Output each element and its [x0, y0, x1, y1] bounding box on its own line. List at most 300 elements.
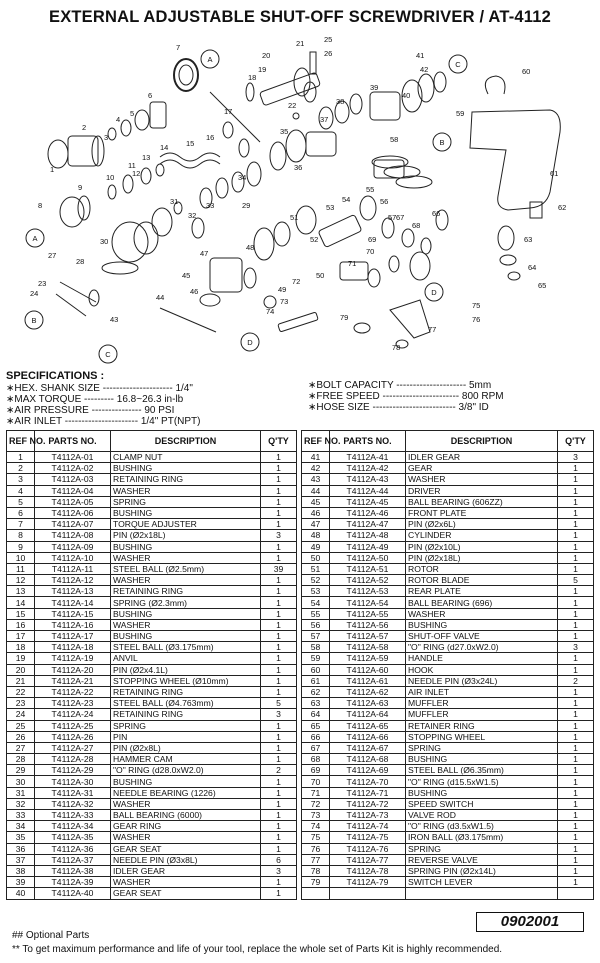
- cell-part: T4112A-48: [330, 530, 406, 541]
- cell-qty: 2: [261, 765, 297, 776]
- cell-qty: 1: [261, 463, 297, 474]
- spec-hex-shank: ∗HEX. SHANK SIZE --------------------- 1/4": [6, 383, 193, 394]
- cell-ref: [302, 888, 330, 899]
- cell-desc: SPRING: [111, 496, 261, 507]
- part-number-label: 9: [78, 183, 83, 192]
- cell-desc: BUSHING: [406, 619, 558, 630]
- header-desc: DESCRIPTION: [111, 431, 261, 452]
- part-number-label: 26: [324, 49, 333, 58]
- table-row: [7, 530, 297, 541]
- part-number-label: 23: [38, 279, 47, 288]
- cell-part: T4112A-67: [330, 742, 406, 753]
- cell-qty: 1: [558, 563, 594, 574]
- cell-desc: ROTOR BLADE: [406, 575, 558, 586]
- table-row: [7, 731, 297, 742]
- cell-desc: BALL BEARING (696): [406, 597, 558, 608]
- cell-ref: 34: [7, 821, 35, 832]
- callout-c-2: C: [105, 350, 111, 359]
- cell-part: T4112A-52: [330, 575, 406, 586]
- cell-ref: 49: [302, 541, 330, 552]
- cell-part: T4112A-34: [35, 821, 111, 832]
- cell-qty: 5: [558, 575, 594, 586]
- part-number-label: 74: [266, 307, 275, 316]
- cell-qty: 1: [261, 843, 297, 854]
- cell-part: T4112A-19: [35, 653, 111, 664]
- cell-qty: 1: [558, 463, 594, 474]
- cell-qty: 1: [558, 507, 594, 518]
- cell-qty: 1: [261, 597, 297, 608]
- cell-desc: GEAR RING: [111, 821, 261, 832]
- cell-qty: 1: [261, 686, 297, 697]
- cell-desc: RETAINING RING: [111, 474, 261, 485]
- table-row: [302, 463, 594, 474]
- spec-air-pressure: ∗AIR PRESSURE --------------- 90 PSI: [6, 405, 175, 416]
- cell-part: T4112A-20: [35, 664, 111, 675]
- cell-part: T4112A-66: [330, 731, 406, 742]
- part-number-label: 63: [524, 235, 533, 244]
- cell-qty: 1: [558, 619, 594, 630]
- cell-qty: 3: [558, 452, 594, 463]
- part-number-label: 41: [416, 51, 425, 60]
- cell-desc: RETAINER RING: [406, 720, 558, 731]
- table-row: [302, 552, 594, 563]
- part-number-label: 44: [156, 293, 165, 302]
- table-row: [302, 541, 594, 552]
- cell-qty: 1: [261, 754, 297, 765]
- cell-part: T4112A-37: [35, 854, 111, 865]
- cell-part: T4112A-65: [330, 720, 406, 731]
- cell-desc: HOOK: [406, 664, 558, 675]
- cell-qty: 1: [261, 586, 297, 597]
- table-row: [302, 854, 594, 865]
- cell-ref: 79: [302, 877, 330, 888]
- table-row: [302, 798, 594, 809]
- part-number-label: 14: [160, 143, 169, 152]
- table-row: [302, 586, 594, 597]
- cell-ref: 12: [7, 575, 35, 586]
- table-row: [302, 631, 594, 642]
- cell-part: T4112A-47: [330, 519, 406, 530]
- table-row: [7, 765, 297, 776]
- cell-qty: 1: [261, 776, 297, 787]
- part-number-label: 32: [188, 211, 197, 220]
- cell-ref: 7: [7, 519, 35, 530]
- cell-ref: 10: [7, 552, 35, 563]
- cell-ref: 60: [302, 664, 330, 675]
- cell-desc: BUSHING: [111, 463, 261, 474]
- header-qty: Q'TY: [261, 431, 297, 452]
- cell-part: T4112A-40: [35, 888, 111, 899]
- cell-qty: 1: [558, 742, 594, 753]
- table-row: [302, 675, 594, 686]
- cell-qty: 1: [261, 642, 297, 653]
- cell-part: T4112A-78: [330, 865, 406, 876]
- cell-part: T4112A-21: [35, 675, 111, 686]
- table-row: [302, 496, 594, 507]
- table-row: [7, 709, 297, 720]
- cell-part: [330, 888, 406, 899]
- cell-ref: 64: [302, 709, 330, 720]
- table-row: [302, 575, 594, 586]
- table-row: [7, 776, 297, 787]
- cell-part: T4112A-46: [330, 507, 406, 518]
- cell-part: T4112A-16: [35, 619, 111, 630]
- cell-desc: PIN (Ø2x4.1L): [111, 664, 261, 675]
- header-qty: Q'TY: [558, 431, 594, 452]
- part-number-label: 77: [428, 325, 437, 334]
- header-ref: REF NO.: [302, 431, 330, 452]
- cell-ref: 67: [302, 742, 330, 753]
- cell-qty: 1: [558, 843, 594, 854]
- cell-ref: 24: [7, 709, 35, 720]
- cell-part: T4112A-50: [330, 552, 406, 563]
- part-number-label: 47: [200, 249, 209, 258]
- cell-part: T4112A-23: [35, 698, 111, 709]
- cell-ref: 15: [7, 608, 35, 619]
- cell-ref: 41: [302, 452, 330, 463]
- cell-part: T4112A-54: [330, 597, 406, 608]
- cell-ref: 55: [302, 608, 330, 619]
- cell-part: T4112A-76: [330, 843, 406, 854]
- part-number-label: 33: [206, 201, 215, 210]
- cell-part: T4112A-51: [330, 563, 406, 574]
- part-number-label: 37: [320, 115, 329, 124]
- part-number-label: 58: [390, 135, 399, 144]
- cell-qty: 1: [261, 742, 297, 753]
- cell-qty: 1: [261, 608, 297, 619]
- cell-part: T4112A-72: [330, 798, 406, 809]
- cell-ref: 50: [302, 552, 330, 563]
- cell-ref: 20: [7, 664, 35, 675]
- cell-desc: STEEL BALL (Ø3.175mm): [111, 642, 261, 653]
- cell-qty: 1: [261, 519, 297, 530]
- cell-ref: 22: [7, 686, 35, 697]
- part-number-label: 61: [550, 169, 559, 178]
- cell-desc: STOPPING WHEEL: [406, 731, 558, 742]
- cell-ref: 18: [7, 642, 35, 653]
- cell-part: T4112A-57: [330, 631, 406, 642]
- cell-desc: HAMMER CAM: [111, 754, 261, 765]
- table-row: [7, 619, 297, 630]
- cell-desc: REVERSE VALVE: [406, 854, 558, 865]
- parts-table-right: [301, 430, 594, 900]
- cell-ref: 65: [302, 720, 330, 731]
- callout-a-2: A: [32, 234, 38, 243]
- cell-ref: 26: [7, 731, 35, 742]
- table-row: [302, 765, 594, 776]
- part-number-label: 64: [528, 263, 537, 272]
- table-row: [7, 541, 297, 552]
- cell-ref: 62: [302, 686, 330, 697]
- cell-desc: VALVE ROD: [406, 810, 558, 821]
- table-row: [302, 742, 594, 753]
- cell-qty: 1: [558, 608, 594, 619]
- part-number-label: 57: [388, 213, 397, 222]
- cell-ref: 70: [302, 776, 330, 787]
- cell-desc: PIN (Ø2x10L): [406, 541, 558, 552]
- cell-ref: 23: [7, 698, 35, 709]
- table-row: [7, 608, 297, 619]
- cell-desc: HANDLE: [406, 653, 558, 664]
- cell-ref: 57: [302, 631, 330, 642]
- cell-ref: 9: [7, 541, 35, 552]
- cell-qty: 1: [558, 709, 594, 720]
- spec-max-torque: ∗MAX TORQUE --------- 16.8~26.3 in-lb: [6, 394, 184, 405]
- cell-desc: WASHER: [406, 474, 558, 485]
- cell-desc: SPRING PIN (Ø2x14L): [406, 865, 558, 876]
- cell-qty: 1: [261, 496, 297, 507]
- cell-desc: RETAINING RING: [111, 686, 261, 697]
- parts-table-left: [6, 430, 297, 900]
- part-number-label: 65: [538, 281, 547, 290]
- table-row: [302, 485, 594, 496]
- part-number-label: 38: [336, 97, 345, 106]
- cell-ref: 32: [7, 798, 35, 809]
- part-number-label: 42: [420, 65, 429, 74]
- cell-qty: 1: [261, 541, 297, 552]
- part-number-label: 16: [206, 133, 215, 142]
- part-number-label: 62: [558, 203, 567, 212]
- cell-part: T4112A-42: [330, 463, 406, 474]
- table-row: [302, 452, 594, 463]
- cell-ref: 16: [7, 619, 35, 630]
- part-number-label: 67: [396, 213, 405, 222]
- cell-part: T4112A-49: [330, 541, 406, 552]
- cell-ref: 6: [7, 507, 35, 518]
- cell-qty: 3: [261, 709, 297, 720]
- table-row: [7, 631, 297, 642]
- part-number-label: 78: [392, 343, 401, 352]
- cell-desc: SPEED SWITCH: [406, 798, 558, 809]
- cell-qty: 1: [261, 877, 297, 888]
- cell-part: T4112A-31: [35, 787, 111, 798]
- cell-qty: 1: [558, 597, 594, 608]
- spec-free-speed: ∗FREE SPEED ----------------------- 800 RPM: [308, 391, 504, 402]
- cell-qty: 1: [261, 474, 297, 485]
- cell-ref: 68: [302, 754, 330, 765]
- cell-part: T4112A-24: [35, 709, 111, 720]
- cell-ref: 45: [302, 496, 330, 507]
- part-number-label: 3: [104, 133, 109, 142]
- part-number-label: 75: [472, 301, 481, 310]
- part-number-label: 68: [412, 221, 421, 230]
- cell-ref: 38: [7, 865, 35, 876]
- cell-part: T4112A-68: [330, 754, 406, 765]
- cell-part: T4112A-43: [330, 474, 406, 485]
- cell-qty: 1: [558, 877, 594, 888]
- table-row: [7, 888, 297, 899]
- cell-desc: PIN (Ø2x8L): [111, 742, 261, 753]
- cell-desc: REAR PLATE: [406, 586, 558, 597]
- cell-ref: 37: [7, 854, 35, 865]
- cell-desc: GEAR: [406, 463, 558, 474]
- cell-ref: 17: [7, 631, 35, 642]
- table-row: [302, 686, 594, 697]
- part-number-label: 30: [100, 237, 109, 246]
- cell-desc: MUFFLER: [406, 698, 558, 709]
- cell-part: T4112A-14: [35, 597, 111, 608]
- cell-ref: 8: [7, 530, 35, 541]
- table-row: [7, 877, 297, 888]
- table-row: [7, 463, 297, 474]
- table-row: [7, 452, 297, 463]
- cell-desc: SHUT-OFF VALVE: [406, 631, 558, 642]
- cell-ref: 78: [302, 865, 330, 876]
- cell-qty: 1: [261, 575, 297, 586]
- table-row: [7, 686, 297, 697]
- cell-ref: 53: [302, 586, 330, 597]
- cell-qty: 1: [261, 832, 297, 843]
- cell-desc: SPRING: [406, 742, 558, 753]
- part-number-label: 2: [82, 123, 87, 132]
- part-number-label: 19: [258, 65, 267, 74]
- cell-qty: 1: [558, 776, 594, 787]
- specs-heading: SPECIFICATIONS :: [6, 370, 105, 382]
- table-row: [302, 787, 594, 798]
- cell-ref: 66: [302, 731, 330, 742]
- header-ref: REF NO.: [7, 431, 35, 452]
- cell-desc: "O" RING (d15.5xW1.5): [406, 776, 558, 787]
- cell-desc: WASHER: [111, 619, 261, 630]
- cell-desc: IDLER GEAR: [406, 452, 558, 463]
- cell-ref: 73: [302, 810, 330, 821]
- cell-qty: 1: [558, 541, 594, 552]
- part-number-label: 43: [110, 315, 119, 324]
- page-title: EXTERNAL ADJUSTABLE SHUT-OFF SCREWDRIVER / AT-4112: [48, 8, 551, 26]
- cell-ref: 72: [302, 798, 330, 809]
- table-row: [302, 720, 594, 731]
- cell-part: T4112A-64: [330, 709, 406, 720]
- cell-qty: 1: [261, 821, 297, 832]
- cell-part: T4112A-10: [35, 552, 111, 563]
- part-number-label: 12: [132, 169, 141, 178]
- cell-part: T4112A-56: [330, 619, 406, 630]
- cell-desc: IDLER GEAR: [111, 865, 261, 876]
- part-number-label: 36: [294, 163, 303, 172]
- cell-part: T4112A-62: [330, 686, 406, 697]
- cell-part: T4112A-07: [35, 519, 111, 530]
- cell-part: T4112A-06: [35, 507, 111, 518]
- part-number-label: 31: [170, 197, 179, 206]
- cell-desc: "O" RING (d28.0xW2.0): [111, 765, 261, 776]
- cell-ref: 39: [7, 877, 35, 888]
- part-number-label: 1: [50, 165, 55, 174]
- cell-desc: STEEL BALL (Ø4.763mm): [111, 698, 261, 709]
- part-number-label: 22: [288, 101, 297, 110]
- part-number-label: 51: [290, 213, 299, 222]
- cell-part: T4112A-63: [330, 698, 406, 709]
- cell-desc: PIN (Ø2x6L): [406, 519, 558, 530]
- cell-ref: 30: [7, 776, 35, 787]
- cell-qty: 1: [558, 474, 594, 485]
- callout-a-1: A: [207, 55, 213, 64]
- table-row: [302, 608, 594, 619]
- cell-qty: 1: [558, 653, 594, 664]
- cell-ref: 58: [302, 642, 330, 653]
- part-number-label: 50: [316, 271, 325, 280]
- header-part: PARTS NO.: [35, 431, 111, 452]
- part-number-label: 55: [366, 185, 375, 194]
- table-row: [7, 754, 297, 765]
- part-number-label: 34: [238, 173, 247, 182]
- part-number-label: 66: [432, 209, 441, 218]
- table-row: [302, 653, 594, 664]
- cell-desc: PIN (Ø2x18L): [111, 530, 261, 541]
- cell-qty: 1: [558, 798, 594, 809]
- cell-ref: 75: [302, 832, 330, 843]
- cell-part: T4112A-38: [35, 865, 111, 876]
- cell-desc: TORQUE ADJUSTER: [111, 519, 261, 530]
- cell-ref: 35: [7, 832, 35, 843]
- part-number-label: 24: [30, 289, 39, 298]
- cell-qty: 5: [261, 698, 297, 709]
- cell-ref: 63: [302, 698, 330, 709]
- part-number-label: 35: [280, 127, 289, 136]
- part-number-label: 15: [186, 139, 195, 148]
- table-row: [302, 474, 594, 485]
- cell-qty: 1: [261, 653, 297, 664]
- cell-ref: 43: [302, 474, 330, 485]
- table-row: [302, 642, 594, 653]
- cell-ref: 44: [302, 485, 330, 496]
- table-row: [7, 642, 297, 653]
- part-number-label: 72: [292, 277, 301, 286]
- cell-ref: 2: [7, 463, 35, 474]
- cell-part: T4112A-69: [330, 765, 406, 776]
- cell-part: T4112A-35: [35, 832, 111, 843]
- cell-ref: 27: [7, 742, 35, 753]
- table-row: [7, 586, 297, 597]
- cell-part: T4112A-33: [35, 810, 111, 821]
- cell-ref: 36: [7, 843, 35, 854]
- cell-part: T4112A-26: [35, 731, 111, 742]
- table-row: [302, 597, 594, 608]
- cell-part: T4112A-71: [330, 787, 406, 798]
- table-row: [302, 821, 594, 832]
- part-number-label: 39: [370, 83, 379, 92]
- part-number-label: 20: [262, 51, 271, 60]
- cell-desc: [406, 888, 558, 899]
- table-row: [302, 776, 594, 787]
- cell-ref: 51: [302, 563, 330, 574]
- table-row: [302, 731, 594, 742]
- table-row: [302, 754, 594, 765]
- cell-desc: BUSHING: [111, 541, 261, 552]
- table-row: [7, 474, 297, 485]
- cell-part: T4112A-53: [330, 586, 406, 597]
- cell-part: T4112A-58: [330, 642, 406, 653]
- cell-part: T4112A-59: [330, 653, 406, 664]
- cell-part: T4112A-13: [35, 586, 111, 597]
- cell-ref: 4: [7, 485, 35, 496]
- cell-qty: 1: [261, 731, 297, 742]
- cell-desc: IRON BALL (Ø3.175mm): [406, 832, 558, 843]
- cell-qty: 1: [558, 765, 594, 776]
- cell-desc: WASHER: [111, 575, 261, 586]
- cell-ref: 13: [7, 586, 35, 597]
- part-number-label: 70: [366, 247, 375, 256]
- cell-part: T4112A-79: [330, 877, 406, 888]
- specifications: [6, 370, 596, 430]
- cell-desc: WASHER: [111, 832, 261, 843]
- cell-desc: RETAINING RING: [111, 709, 261, 720]
- cell-part: T4112A-30: [35, 776, 111, 787]
- table-row: [7, 653, 297, 664]
- cell-qty: 1: [261, 675, 297, 686]
- part-number-label: 53: [326, 203, 335, 212]
- cell-qty: 1: [558, 854, 594, 865]
- cell-qty: 1: [261, 787, 297, 798]
